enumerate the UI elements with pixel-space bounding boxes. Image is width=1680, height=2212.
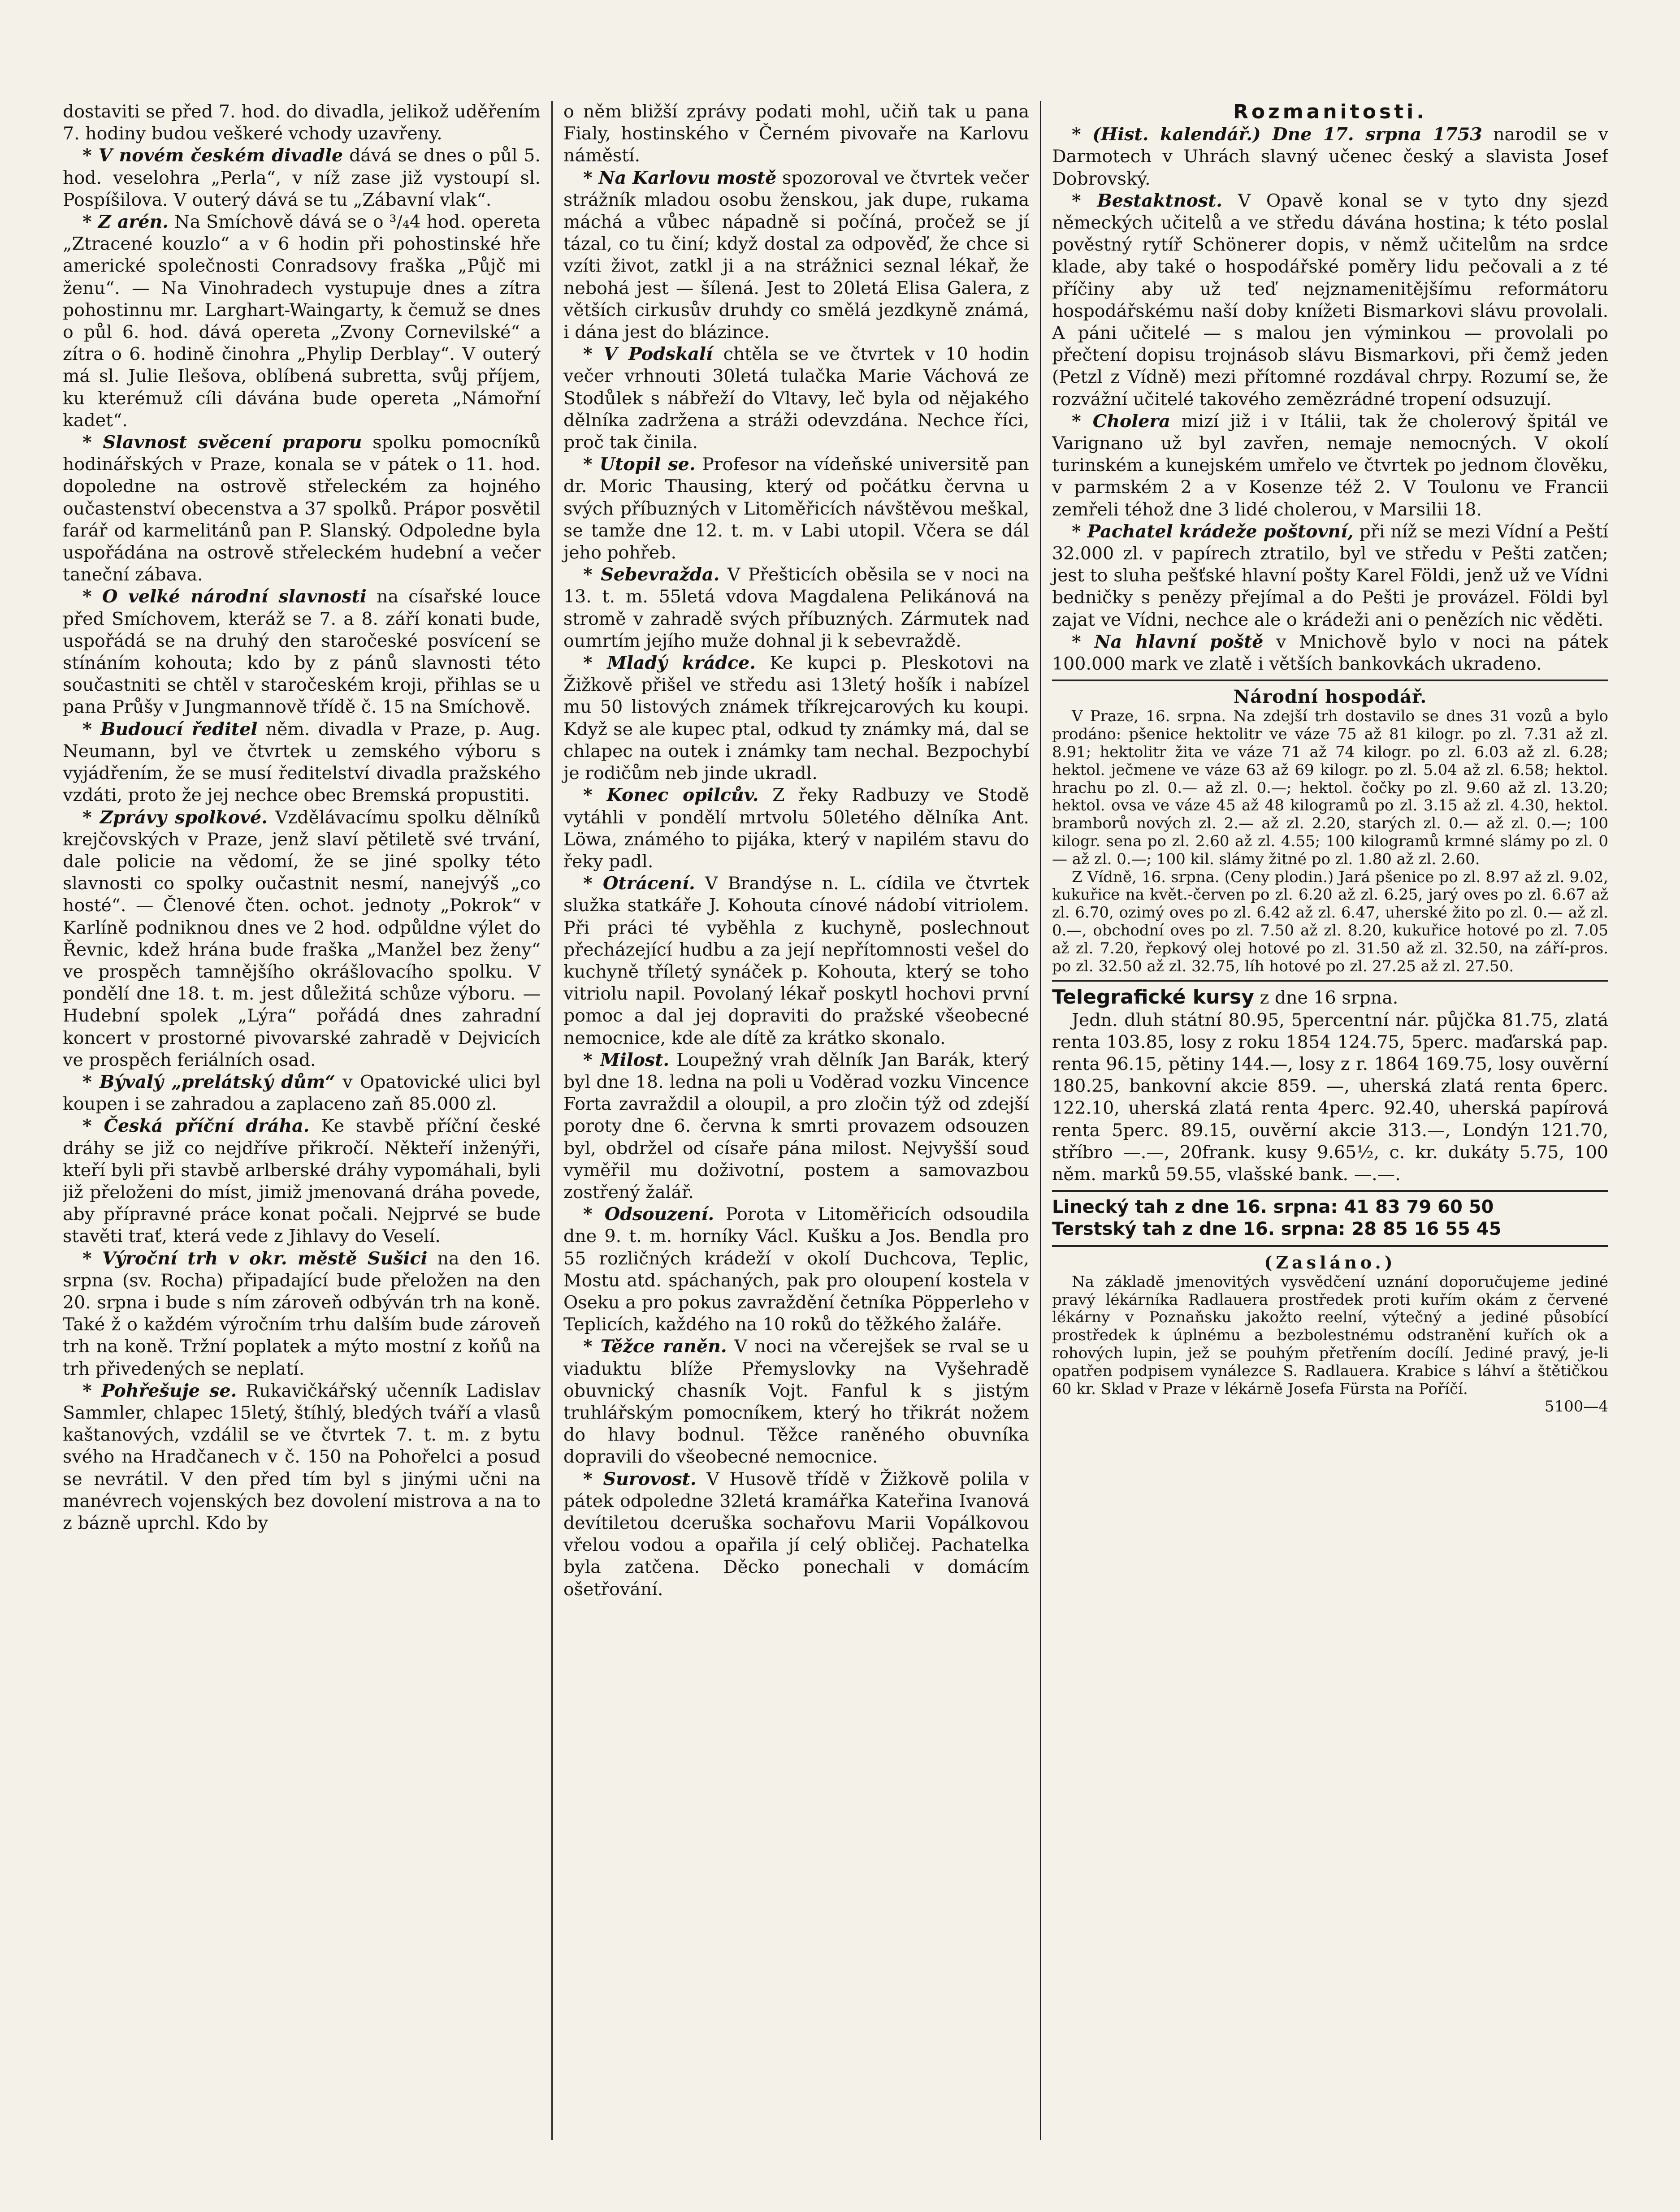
news-item-heading: * Bestaktnost. [1072, 190, 1223, 211]
news-item-text: Na Smíchově dává se o ³/₄4 hod. opereta „Ztracené kouzlo“ a v 6 hodin při pohostinské hře americké společnosti Conradsovy fraška „Půjč mi ženu“. — Na Vinohradech vystupuje dnes a zítra pohostinnu mr. Larghart-Waingarty, k čemuž se dnes o půl 6. hod. dává opereta „Zvony Cornevilské“ a zítra o 6. hodině činohra „Phylip Derblay“. V outerý má sl. Julie Ilešova, oblíbená subretta, svůj příjem, ku kterémuž cíli dávána bude opereta „Námořní kadet“. [63, 212, 541, 431]
news-item [1052, 124, 1608, 190]
news-item-heading: * Z arén. [82, 212, 169, 233]
news-item-text: něm. divadla v Praze, p. Aug. Neumann, byl ve čtvrtek u zemského výboru s vyjádřením, že se musí ředitelství divadla pražského vzdáti, proto že jej nechce obec Bremská propustiti. [63, 719, 541, 806]
newspaper-page [63, 101, 1608, 2140]
news-item [1052, 190, 1608, 411]
rozmanitosti-items [1052, 124, 1608, 675]
news-item-text: Vzdělávacímu spolku dělníků krejčovských v Praze, jenž slaví pětiletě své trvání, dale policie na vědomí, že se jiné spolky této slavnosti co spolky oučastnit nesmí, nanejvýš „co hosté“. — Členové čten. ochot. jednoty „Pokrok“ v Karlíně podniknou dnes ve 2 hod. odpůldne výlet do Řevnic, kdež hrána bude fraška „Manžel bez ženy“ ve prospěch tamnějšího okrášlovacího spolku. V pondělí dne 18. t. m. jest důležitá schůze výboru. — Hudební spolek „Lýra“ pořádá dnes zahradní koncert v prostorné pivovarské zahradě v Dejvicích ve prospěch feriálních osad. [63, 807, 541, 1070]
terstsky-tah: Terstský tah z dne 16. srpna: 28 85 16 55 45 [1052, 1219, 1502, 1240]
news-item [63, 211, 541, 432]
news-item [63, 586, 541, 718]
news-item-text: Porota v Litoměřicích odsoudila dne 9. t. m. horníky Václ. Kušku a Jos. Bendla pro 55 rozličných krádeží v okolí Duchcova, Teplic, Mostu atd. spáchaných, pak pro oloupení kostela v Oseku a pro pokus zavraždění četníka Pöpperleho v Teplicích, každého na 10 roků do těžkého žaláře. [563, 1204, 1029, 1335]
news-item-heading: * Výroční trh v okr. městě Sušici [82, 1248, 428, 1269]
section-title-hospodar: Národní hospodář. [1233, 686, 1427, 708]
news-item-text: mizí již i v Itálii, tak že cholerový špitál ve Varignano už byl zavřen, nemaje nemocných. V okolí turinském a kunejském umřelo ve čtvrtek po jednom člověku, v parmském 2 a v Kosenze též 2. V Toulonu ve Francii zemřeli téhož dne 3 lidé cholerou, v Marsilii 18. [1052, 411, 1608, 520]
news-item [63, 1248, 541, 1380]
news-item-heading: * Zprávy spolkové. [82, 807, 268, 828]
news-item-heading: * Těžce raněn. [583, 1336, 727, 1357]
divider [1052, 1245, 1608, 1247]
news-item-text: v Opatovické ulici byl koupen i se zahradou a zaplaceno zaň 85.000 zl. [63, 1071, 541, 1115]
news-item-text: na císařské louce před Smíchovem, kteráž se 7. a 8. září konati bude, uspořádá se na druhý den staročeské posvícení se stínáním kohouta; kdo by z pánů slavnosti této součastniti se chtěl v staročeském kroji, přihlas se u pana Průšy v Jungmannově třídě č. 15 na Smíchově. [63, 586, 541, 718]
news-item-text: V Husově třídě v Žižkově polila v pátek odpoledne 32letá kramářka Kateřina Ivanová devítiletou dceruška sochařovu Marii Vopálkovou vřelou vodou a opařila jí celý obličej. Pachatelka byla zatčena. Děcko ponechali v domácím ošetřování. [563, 1468, 1029, 1600]
market-report-praha: V Praze, 16. srpna. Na zdejší trh dostavilo se dnes 31 vozů a bylo prodáno: pšenice hektolitr ve váze 75 až 81 kilogr. po zl. 7.31 až zl. 8.91; hektolitr žita ve váze 71 až 74 kilogr. po zl. 6.03 až zl. 6.28; hektol. ječmene ve váze 63 až 69 kilogr. po zl. 5.04 až zl. 6.58; hektol. hrachu po zl. 0.— až zl. 0.—; hektol. čočky po zl. 9.60 až zl. 13.20; hektol. ovsa ve váze 45 až 48 kilogramů po zl. 3.15 až zl. 4.30, hektol. bramborů nových zl. 2.— až zl. 2.20, starých zl. 0.— až zl. 0.—; 100 kilogr. sena po zl. 2.60 až zl. 4.55; 100 kilogramů krmné slámy po zl. 0 — až zl. 0.—; 100 kil. slámy žitné po zl. 1.80 až zl. 2.60. [1052, 707, 1608, 868]
news-item-text: dostaviti se před 7. hod. do divadla, jelikož uděřením 7. hodiny budou veškeré vchody uzavřeny. [63, 101, 541, 144]
ad-code: 5100—4 [1544, 1398, 1608, 1416]
news-item-heading: * Pohřešuje se. [82, 1380, 237, 1401]
kursy-heading [1052, 986, 1608, 1009]
news-item-heading: * Odsouzení. [583, 1204, 714, 1225]
news-item [1052, 521, 1608, 631]
news-item-heading: * Na hlavní poště [1072, 631, 1264, 652]
news-item-heading: * Budoucí ředitel [82, 719, 258, 740]
news-item-heading: * Na Karlovu mostě [583, 167, 777, 188]
divider [1052, 680, 1608, 681]
news-item-text: chtěla se ve čtvrtek v 10 hodin večer vrhnouti 30letá tulačka Marie Váchová ze Stodůlek s nábřeží do Vltavy, leč byla od nějakého dělníka zadržena a stráži odevzdána. Nechce říci, proč tak činila. [563, 344, 1029, 453]
news-item [63, 1380, 541, 1534]
news-item-text: Ke kupci p. Pleskotovi na Žižkově přišel ve středu asi 13letý hošík i nabízel mu 50 listových známek tříkrejcarových ku koupi. Když se ale kupec ptal, odkud ty známky má, dal se chlapec na outek i známky tam nechal. Bezpochybí je rodičům neb jinde ukradl. [563, 653, 1029, 784]
news-item [63, 807, 541, 1071]
news-item [1052, 631, 1608, 675]
news-item-text: narodil se v Darmotech v Uhrách slavný učenec český a slavista Josef Dobrovský. [1052, 124, 1608, 189]
news-item [63, 432, 541, 586]
news-item-heading: * Milost. [583, 1049, 670, 1070]
news-item [563, 873, 1029, 1049]
news-item-text: spozoroval ve čtvrtek večer strážník mladou osobu ženskou, jak dupe, rukama máchá a vůbec nápadně si počíná, pročež se jí tázal, co tu činí; když dostal za odpověď, že chce si vzíti život, zatkl ji a na strážnici seznal lékař, že nebohá jest — šílená. Jest to 20letá Elisa Galera, z větších cirkusův druhdy co smělá jezdkyně známá, i dána jest do blázince. [563, 167, 1029, 343]
news-item-heading: * (Hist. kalendář.) Dne 17. srpna 1753 [1072, 124, 1482, 145]
news-item-text: Ke stavbě příční české dráhy se již co nejdříve přikročí. Někteří inženýři, kteří byli při stavbě arlberské dráhy vypomáhali, byli již přeloženi do míst, jimiž jmenovaná dráha povede, aby přípravné práce konat počali. Nejprvé se bude stavěti trať, která vede z Jihlavy do Veselí. [63, 1116, 541, 1247]
column-2 [551, 101, 1040, 2140]
kursy-text: Jedn. dluh státní 80.95, 5percentní nár. půjčka 81.75, zlatá renta 103.85, losy z roku 1854 124.75, 5perc. maďarská pap. renta 96.15, pětiny 144.—, losy z r. 1864 169.75, losy ouvěrní 180.25, bankovní akcie 859. —, uherská zlatá renta 6perc. 122.10, uherská zlatá renta 4perc. 92.40, uherská papírová renta 5perc. 89.15, ouvěrní akcie 313.—, Londýn 121.70, stříbro —.—, 20frank. kusy 9.65½, c. kr. dukáty 5.75, 100 něm. marků 59.55, vlašské bank. —.—. [1052, 1009, 1608, 1185]
news-item [563, 101, 1029, 167]
news-item-text: V Přešticích oběsila se v noci na 13. t. m. 55letá vdova Magdalena Pelikánová na stromě v zahradě svých příbuzných. Zármutek nad oumrtím jejího muže dohnal ji k sebevraždě. [563, 564, 1029, 651]
news-item [63, 1115, 541, 1247]
news-item-heading: * O velké národní slavnosti [82, 586, 367, 607]
kursy-title: Telegrafické kursy [1052, 986, 1254, 1009]
news-item-heading: * Otrácení. [583, 873, 695, 894]
news-item [563, 564, 1029, 652]
news-item-text: Profesor na vídeňské universitě pan dr. Moric Thausing, který od počátku června u svých příbuzných v Litoměřicích návštěvou meškal, se tamže dne 12. t. m. v Labi utopil. Včera se dál jeho pohřeb. [563, 454, 1029, 563]
news-item-heading: * Slavnost svěcení praporu [82, 432, 362, 453]
news-item-text: při níž se mezi Vídní a Peští 32.000 zl. v papírech ztratilo, byl ve středu v Pešti zatčen; jest to sluha pešťské hlavní pošty Karel Földi, jenž už ve Vídni bedničky s penězy přejímal a do Pešti je provázel. Földi byl zajat ve Vídni, nechce ale o krádeži ani o penězích nic věděti. [1052, 521, 1608, 630]
zaslano-title: (Zasláno.) [1264, 1252, 1396, 1273]
news-item [563, 167, 1029, 344]
news-item-text: spolku pomocníků hodinářských v Praze, konala se v pátek o 11. hod. dopoledne na ostrově střeleckém za hojného oučastenství obecenstva a 37 spolků. Prápor posvětil farář od karmelitánů pan P. Slanský. Odpoledne byla uspořádána na ostrově střeleckém hudební a večer taneční zábava. [63, 432, 541, 585]
divider [1052, 980, 1608, 982]
news-item-heading: * Cholera [1072, 411, 1170, 432]
news-item-text: Loupežný vrah dělník Jan Barák, který byl dne 18. ledna na poli u Voděrad vozku Vincence Forta zavraždil a oloupil, a pro zločin týž od zdejší poroty dne 6. června k smrti provazem odsouzen byl, obdržel od císaře pána milost. Nejvyšší soud vyměřil mu doživotní, postem a samovazbou zostřený žalář. [563, 1049, 1029, 1203]
news-item [563, 784, 1029, 873]
news-item-heading: * V Podskalí [583, 344, 713, 365]
column-3 [1040, 101, 1608, 2140]
news-item-text: Rukavičkářský učenník Ladislav Sammler, chlapec 15letý, štíhlý, bledých tváří a vlasů kaštanových, vzdálil se ve čtvrtek 7. t. m. z bytu svého na Hradčanech v č. 150 na Pohořelci a posud se nevrátil. V den před tím byl s jinými učni na manévrech vojenských bez dovolení mistrova a na to z bázně uprchl. Kdo by [63, 1380, 541, 1533]
news-item [563, 1203, 1029, 1336]
divider [1052, 1190, 1608, 1192]
news-item [563, 343, 1029, 454]
news-item-heading: * Bývalý „prelátský dům“ [82, 1071, 336, 1092]
kursy-date: z dne 16 srpna. [1254, 987, 1399, 1009]
linecky-tah: Linecký tah z dne 16. srpna: 41 83 79 60 50 [1052, 1197, 1494, 1218]
news-item [563, 1049, 1029, 1203]
news-item [563, 454, 1029, 564]
news-item-text: v Mnichově bylo v noci na pátek 100.000 mark ve zlatě i větších bankovkách ukradeno. [1052, 631, 1608, 675]
news-item-text: V noci na včerejšek se rval se u viaduktu blíže Přemyslovky na Vyšehradě obuvnický chasník Vojt. Fanful k s jistým truhlářským pomocníkem, který ho třikrát nožem do hlavy bodnul. Těžce raněného obuvníka dopravili do všeobecné nemocnice. [563, 1336, 1029, 1467]
news-item-heading: * Surovost. [583, 1468, 697, 1489]
section-title-rozmanitosti: Rozmanitosti. [1233, 101, 1427, 123]
news-item [63, 145, 541, 211]
news-item-text: na den 16. srpna (sv. Rocha) připadající bude přeložen na den 20. srpna i bude s ním zároveň odbýván trh na koně. Také ž o každém výročním trhu dalším bude zároveň trh na koně. Tržní poplatek a mýto mostní z koňů na trh přivedených se neplatí. [63, 1248, 541, 1379]
news-item [563, 1468, 1029, 1601]
news-item-heading: * Utopil se. [583, 454, 696, 475]
news-item-text: V Opavě konal se v tyto dny sjezd německých učitelů a ve středu dávána hostina; k této poslal pověstný rytíř Schönerer dopis, v němž učitelům na srdce klade, aby také o hospodářské poměry lidu pečovali a z té příčiny aby už teď nejznamenitějšímu reformátoru hospodářskému naší doby knížeti Bismarkovi slávu provolali. A páni učitelé — s malou jen výminkou — provolali po přečtení dopisu trojnásob slávu Bismarkovi, při čemž jeden (Petzl z Vídně) mezi přítomné rozdával chrpy. Rozumí se, že rozvážní učitelé takového zemězrádné tropení odsuzují. [1052, 190, 1608, 410]
news-item-text: o něm bližší zprávy podati mohl, učiň tak u pana Fialy, hostinského v Černém pivovaře na Karlovu náměstí. [563, 101, 1029, 166]
news-item-text: Z řeky Radbuzy ve Stodě vytáhli v pondělí mrtvolu 50letého dělníka Ant. Löwa, známého to pijáka, který v napilém stavu do řeky padl. [563, 785, 1029, 872]
market-report-viden: Z Vídně, 16. srpna. (Ceny plodin.) Jará pšenice po zl. 8.97 až zl. 9.02, kukuřice na květ.-červen po zl. 6.20 až zl. 6.25, jarý oves po zl. 6.67 až zl. 6.70, ozimý oves po zl. 6.42 až zl. 6.47, uherské žito po zl. 0.— až zl. 0.—, obchodní oves po zl. 7.50 až zl. 8.20, kukuřice hotové po zl. 7.05 až zl. 7.20, řepkový olej hotové po zl. 31.50 až zl. 32.50, na září-pros. po zl. 32.50 až zl. 32.75, líh hotové po zl. 27.25 až zl. 27.50. [1052, 868, 1608, 975]
news-item [1052, 411, 1608, 521]
news-item-heading: * Mladý krádce. [583, 653, 756, 674]
news-item-heading: * V novém českém divadle [82, 145, 343, 166]
news-item-text: dává se dnes o půl 5. hod. veselohra „Perla“, v níž zase již vystoupí sl. Pospíšilova. V outerý dává se tu „Zábavní vlak“. [63, 145, 541, 210]
news-item-heading: * Česká příční dráha. [82, 1116, 310, 1137]
news-item [63, 1071, 541, 1115]
news-item-heading: * Sebevražda. [583, 564, 720, 585]
zaslano-text: Na základě jmenovitých vysvědčení uznání doporučujeme jediné pravý lékárníka Radlauera prostředek proti kuřím okám z červené lékárny v Poznaňsku jakožto reelní, výtečný a jediné působící prostředek k úplnému a bezbolestnému odstranění kuřích ok a rohových lupin, jež se pouhým přetřením docílí. Jediné pravý, je-li opatřen podpisem vynálezce S. Radlauera. Krabice s láhví a štětičkou 60 kr. Sklad v Praze v lékárně Josefa Fürsta na Poříčí. [1052, 1273, 1608, 1398]
news-item-text: V Brandýse n. L. cídila ve čtvrtek služka statkáře J. Kohouta cínové nádobí vitriolem. Při práci té vyběhla z kuchyně, poslechnout přecházející hudbu a za její nepřítomnosti vešel do kuchyně tříletý synáček p. Kohouta, který se toho vitriolu napil. Povolaný lékař poskytl hochovi první pomoc a dal jej dopraviti do pražské všeobecné nemocnice, kde ale dítě za krátko skonalo. [563, 873, 1029, 1048]
news-item [563, 1336, 1029, 1468]
news-item [63, 719, 541, 807]
news-item-heading: * Konec opilcův. [583, 785, 759, 806]
news-item [63, 101, 541, 145]
news-item [563, 652, 1029, 784]
column-1 [63, 101, 551, 2140]
news-item-heading: * Pachatel krádeže poštovní, [1072, 521, 1354, 542]
